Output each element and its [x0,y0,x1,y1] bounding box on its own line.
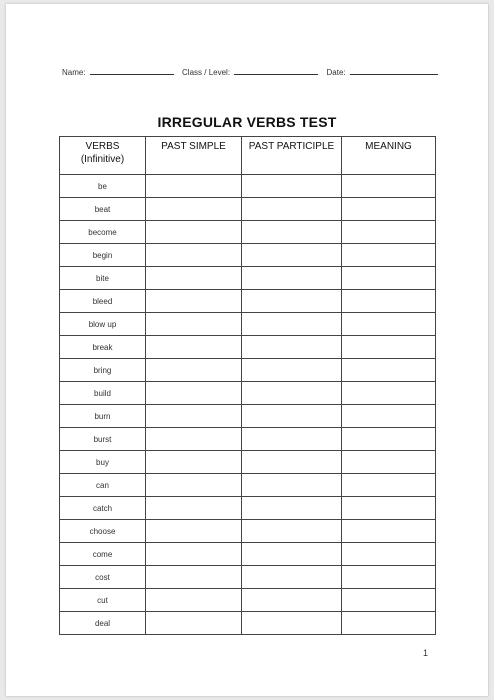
verb-infinitive-cell: beat [60,198,146,221]
column-header-past-simple: PAST SIMPLE [146,137,242,175]
meaning-answer-cell[interactable] [342,313,436,336]
column-header-verbs [60,137,146,175]
past-simple-answer-cell[interactable] [146,221,242,244]
past-participle-answer-cell[interactable] [242,221,342,244]
meaning-answer-cell[interactable] [342,566,436,589]
past-participle-answer-cell[interactable] [242,198,342,221]
meaning-answer-cell[interactable] [342,359,436,382]
past-participle-answer-cell[interactable] [242,382,342,405]
past-participle-answer-cell[interactable] [242,428,342,451]
name-label: Name: [62,68,86,77]
past-participle-answer-cell[interactable] [242,520,342,543]
verbs-table [59,136,436,635]
past-participle-answer-cell[interactable] [242,612,342,635]
verb-infinitive-cell: bring [60,359,146,382]
table-row [60,520,436,543]
meaning-answer-cell[interactable] [342,290,436,313]
verbs-table-body [60,175,436,635]
verb-infinitive-cell: can [60,474,146,497]
page-title: IRREGULAR VERBS TEST [157,114,337,130]
past-simple-answer-cell[interactable] [146,474,242,497]
table-row [60,497,436,520]
verb-infinitive-cell: cut [60,589,146,612]
table-row [60,543,436,566]
verb-infinitive-cell: deal [60,612,146,635]
table-row [60,175,436,198]
past-simple-answer-cell[interactable] [146,313,242,336]
past-simple-answer-cell[interactable] [146,451,242,474]
past-simple-answer-cell[interactable] [146,612,242,635]
past-participle-answer-cell[interactable] [242,589,342,612]
past-simple-answer-cell[interactable] [146,589,242,612]
verb-infinitive-cell: come [60,543,146,566]
meaning-answer-cell[interactable] [342,267,436,290]
verbs-header-sublabel: (Infinitive) [80,154,125,165]
table-row [60,313,436,336]
verb-infinitive-cell: buy [60,451,146,474]
verb-infinitive-cell: break [60,336,146,359]
verb-infinitive-cell: begin [60,244,146,267]
past-participle-answer-cell[interactable] [242,451,342,474]
page-number: 1 [422,648,428,658]
past-simple-answer-cell[interactable] [146,405,242,428]
verb-infinitive-cell: be [60,175,146,198]
past-simple-answer-cell[interactable] [146,428,242,451]
meaning-answer-cell[interactable] [342,543,436,566]
past-participle-answer-cell[interactable] [242,543,342,566]
past-simple-answer-cell[interactable] [146,382,242,405]
verb-infinitive-cell: burst [60,428,146,451]
table-row [60,290,436,313]
table-row [60,474,436,497]
table-row [60,612,436,635]
past-participle-answer-cell[interactable] [242,405,342,428]
past-simple-answer-cell[interactable] [146,198,242,221]
meaning-answer-cell[interactable] [342,336,436,359]
table-row [60,359,436,382]
meaning-answer-cell[interactable] [342,474,436,497]
table-row [60,267,436,290]
past-simple-answer-cell[interactable] [146,566,242,589]
past-simple-answer-cell[interactable] [146,290,242,313]
past-participle-answer-cell[interactable] [242,566,342,589]
past-simple-answer-cell[interactable] [146,336,242,359]
past-simple-answer-cell[interactable] [146,244,242,267]
meaning-answer-cell[interactable] [342,244,436,267]
meaning-answer-cell[interactable] [342,382,436,405]
verb-infinitive-cell: catch [60,497,146,520]
meaning-answer-cell[interactable] [342,520,436,543]
past-simple-answer-cell[interactable] [146,543,242,566]
verb-infinitive-cell: burn [60,405,146,428]
verb-infinitive-cell: bite [60,267,146,290]
table-row [60,382,436,405]
column-header-past-participle: PAST PARTICIPLE [242,137,342,175]
meaning-answer-cell[interactable] [342,451,436,474]
meaning-answer-cell[interactable] [342,497,436,520]
past-simple-answer-cell[interactable] [146,175,242,198]
past-participle-answer-cell[interactable] [242,313,342,336]
date-field[interactable] [350,66,438,75]
past-simple-answer-cell[interactable] [146,359,242,382]
table-header-row [60,137,436,175]
class-level-label: Class / Level: [182,68,231,77]
past-simple-answer-cell[interactable] [146,497,242,520]
table-row [60,451,436,474]
table-row [60,589,436,612]
name-field[interactable] [90,66,174,75]
verb-infinitive-cell: cost [60,566,146,589]
column-header-meaning: MEANING [342,137,436,175]
meaning-answer-cell[interactable] [342,221,436,244]
past-participle-answer-cell[interactable] [242,336,342,359]
student-info-line [62,66,440,77]
table-row [60,405,436,428]
meaning-answer-cell[interactable] [342,612,436,635]
past-participle-answer-cell[interactable] [242,359,342,382]
worksheet-page [6,4,488,696]
verb-infinitive-cell: choose [60,520,146,543]
past-participle-answer-cell[interactable] [242,290,342,313]
table-row [60,336,436,359]
verb-infinitive-cell: become [60,221,146,244]
past-participle-answer-cell[interactable] [242,474,342,497]
date-label: Date: [326,68,346,77]
past-simple-answer-cell[interactable] [146,267,242,290]
past-participle-answer-cell[interactable] [242,267,342,290]
past-participle-answer-cell[interactable] [242,175,342,198]
table-row [60,428,436,451]
meaning-answer-cell[interactable] [342,405,436,428]
verb-infinitive-cell: bleed [60,290,146,313]
meaning-answer-cell[interactable] [342,589,436,612]
meaning-answer-cell[interactable] [342,175,436,198]
meaning-answer-cell[interactable] [342,428,436,451]
verb-infinitive-cell: build [60,382,146,405]
verb-infinitive-cell: blow up [60,313,146,336]
past-simple-answer-cell[interactable] [146,520,242,543]
table-row [60,244,436,267]
table-row [60,566,436,589]
table-row [60,198,436,221]
past-participle-answer-cell[interactable] [242,497,342,520]
meaning-answer-cell[interactable] [342,198,436,221]
past-participle-answer-cell[interactable] [242,244,342,267]
verbs-header-label: VERBS [85,141,120,152]
class-level-field[interactable] [234,66,318,75]
table-row [60,221,436,244]
